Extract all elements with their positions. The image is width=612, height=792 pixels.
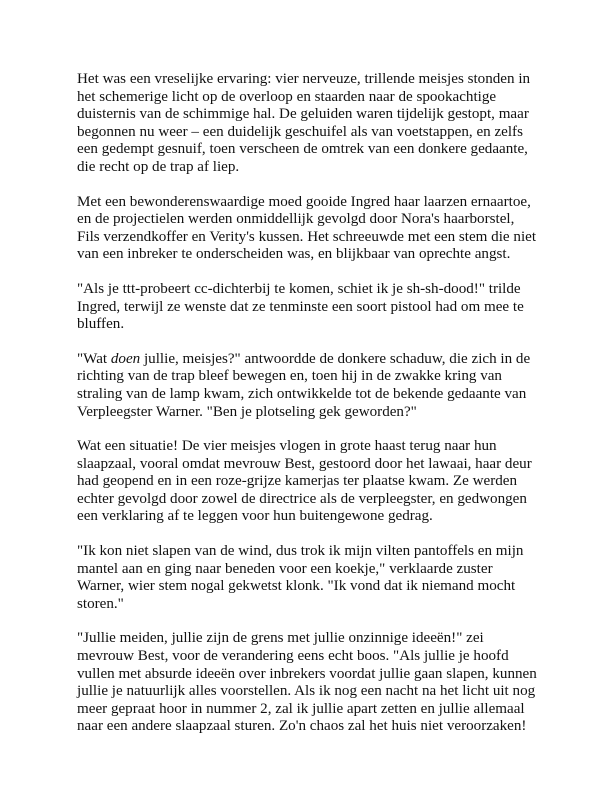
- text-line: van een inbreker te onderscheiden was, en blijkbaar van oprechte angst.: [77, 246, 511, 263]
- paragraph-5: [77, 438, 537, 526]
- text-line-first: [77, 351, 537, 369]
- text-line: bluffen.: [77, 316, 125, 333]
- text-line: "Jullie meiden, jullie zijn de grens met jullie onzinnige ideeën!" zei: [77, 630, 484, 647]
- text-line: het schemerige licht op de overloop en staarden naar de spookachtige: [77, 88, 497, 105]
- paragraph-4: [77, 351, 537, 421]
- text-line: "Als je ttt-probeert cc-dichterbij te komen, schiet ik je sh-sh-dood!" trilde: [77, 280, 521, 297]
- text-line: een verklaring af te leggen voor hun buitengewone gedrag.: [77, 508, 433, 525]
- text-line: slaapzaal, vooral omdat mevrouw Best, gestoord door het lawaai, haar deur: [77, 455, 532, 472]
- text-line: en de projectielen werden onmiddellijk gevolgd door Nora's haarborstel,: [77, 211, 515, 228]
- text-line: mevrouw Best, voor de verandering eens echt boos. "Als jullie je hoofd: [77, 648, 509, 665]
- text-line: storen.": [77, 595, 124, 612]
- text-line: Fils verzendkoffer en Verity's kussen. Het schreeuwde met een stem die niet: [77, 228, 537, 245]
- text-line: Wat een situatie! De vier meisjes vlogen in grote haast terug naar hun: [77, 438, 497, 455]
- text-run: "Wat: [77, 350, 111, 367]
- text-line: naar een andere slaapzaal sturen. Zo'n chaos zal het huis niet veroorzaken!: [77, 718, 527, 735]
- text-line: echter gevolgd door zowel de directrice als de verpleegster, en gedwongen: [77, 490, 527, 507]
- emphasis-text: doen: [110, 350, 141, 367]
- text-line: meer gepraat hoor in nummer 2, zal ik jullie apart zetten en jullie allemaal: [77, 700, 525, 717]
- document-page: [77, 71, 537, 753]
- paragraph-2: [77, 194, 537, 264]
- text-line: Het was een vreselijke ervaring: vier nerveuze, trillende meisjes stonden in: [77, 71, 531, 87]
- paragraph-6: [77, 543, 537, 613]
- paragraph-7: [77, 630, 537, 736]
- text-line: Verpleegster Warner. "Ben je plotseling gek geworden?": [77, 403, 417, 420]
- text-line: die recht op de trap af liep.: [77, 158, 240, 175]
- text-line: mantel aan en ging naar beneden voor een koekje," verklaarde zuster: [77, 560, 493, 577]
- text-line: begonnen nu weer – een duidelijk geschuifel als van voetstappen, en zelfs: [77, 123, 523, 140]
- text-line: Met een bewonderenswaardige moed gooide Ingred haar laarzen ernaartoe,: [77, 193, 531, 210]
- text-line: jullie je natuurlijk alles voorstellen. Als ik nog een nacht na het licht uit nog: [77, 683, 536, 700]
- paragraph-1: [77, 71, 537, 177]
- text-run: jullie, meisjes?" antwoordde de donkere schaduw, die zich in de: [140, 350, 531, 367]
- text-line: richting van de trap bleef bewegen en, toen hij in de zwakke kring van: [77, 368, 502, 385]
- text-line: Warner, wier stem nogal gekwetst klonk. "Ik vond dat ik niemand mocht: [77, 578, 516, 595]
- text-line: een gedempt gesnuif, toen verscheen de omtrek van een donkere gedaante,: [77, 141, 528, 158]
- text-line: duisternis van de schimmige hal. De geluiden waren tijdelijk gestopt, maar: [77, 106, 529, 123]
- text-line: vullen met absurde ideeën over inbrekers voordat jullie gaan slapen, kunnen: [77, 665, 537, 682]
- text-line: Ingred, terwijl ze wenste dat ze tenminste een soort pistool had om mee te: [77, 298, 524, 315]
- text-line: straling van de lamp kwam, zich ontwikkelde tot de bekende gedaante van: [77, 385, 527, 402]
- text-line: had geopend en in een roze-grijze kamerjas ter plaatse kwam. Ze werden: [77, 473, 518, 490]
- text-line: "Ik kon niet slapen van de wind, dus trok ik mijn vilten pantoffels en mijn: [77, 543, 524, 560]
- paragraph-3: [77, 281, 537, 334]
